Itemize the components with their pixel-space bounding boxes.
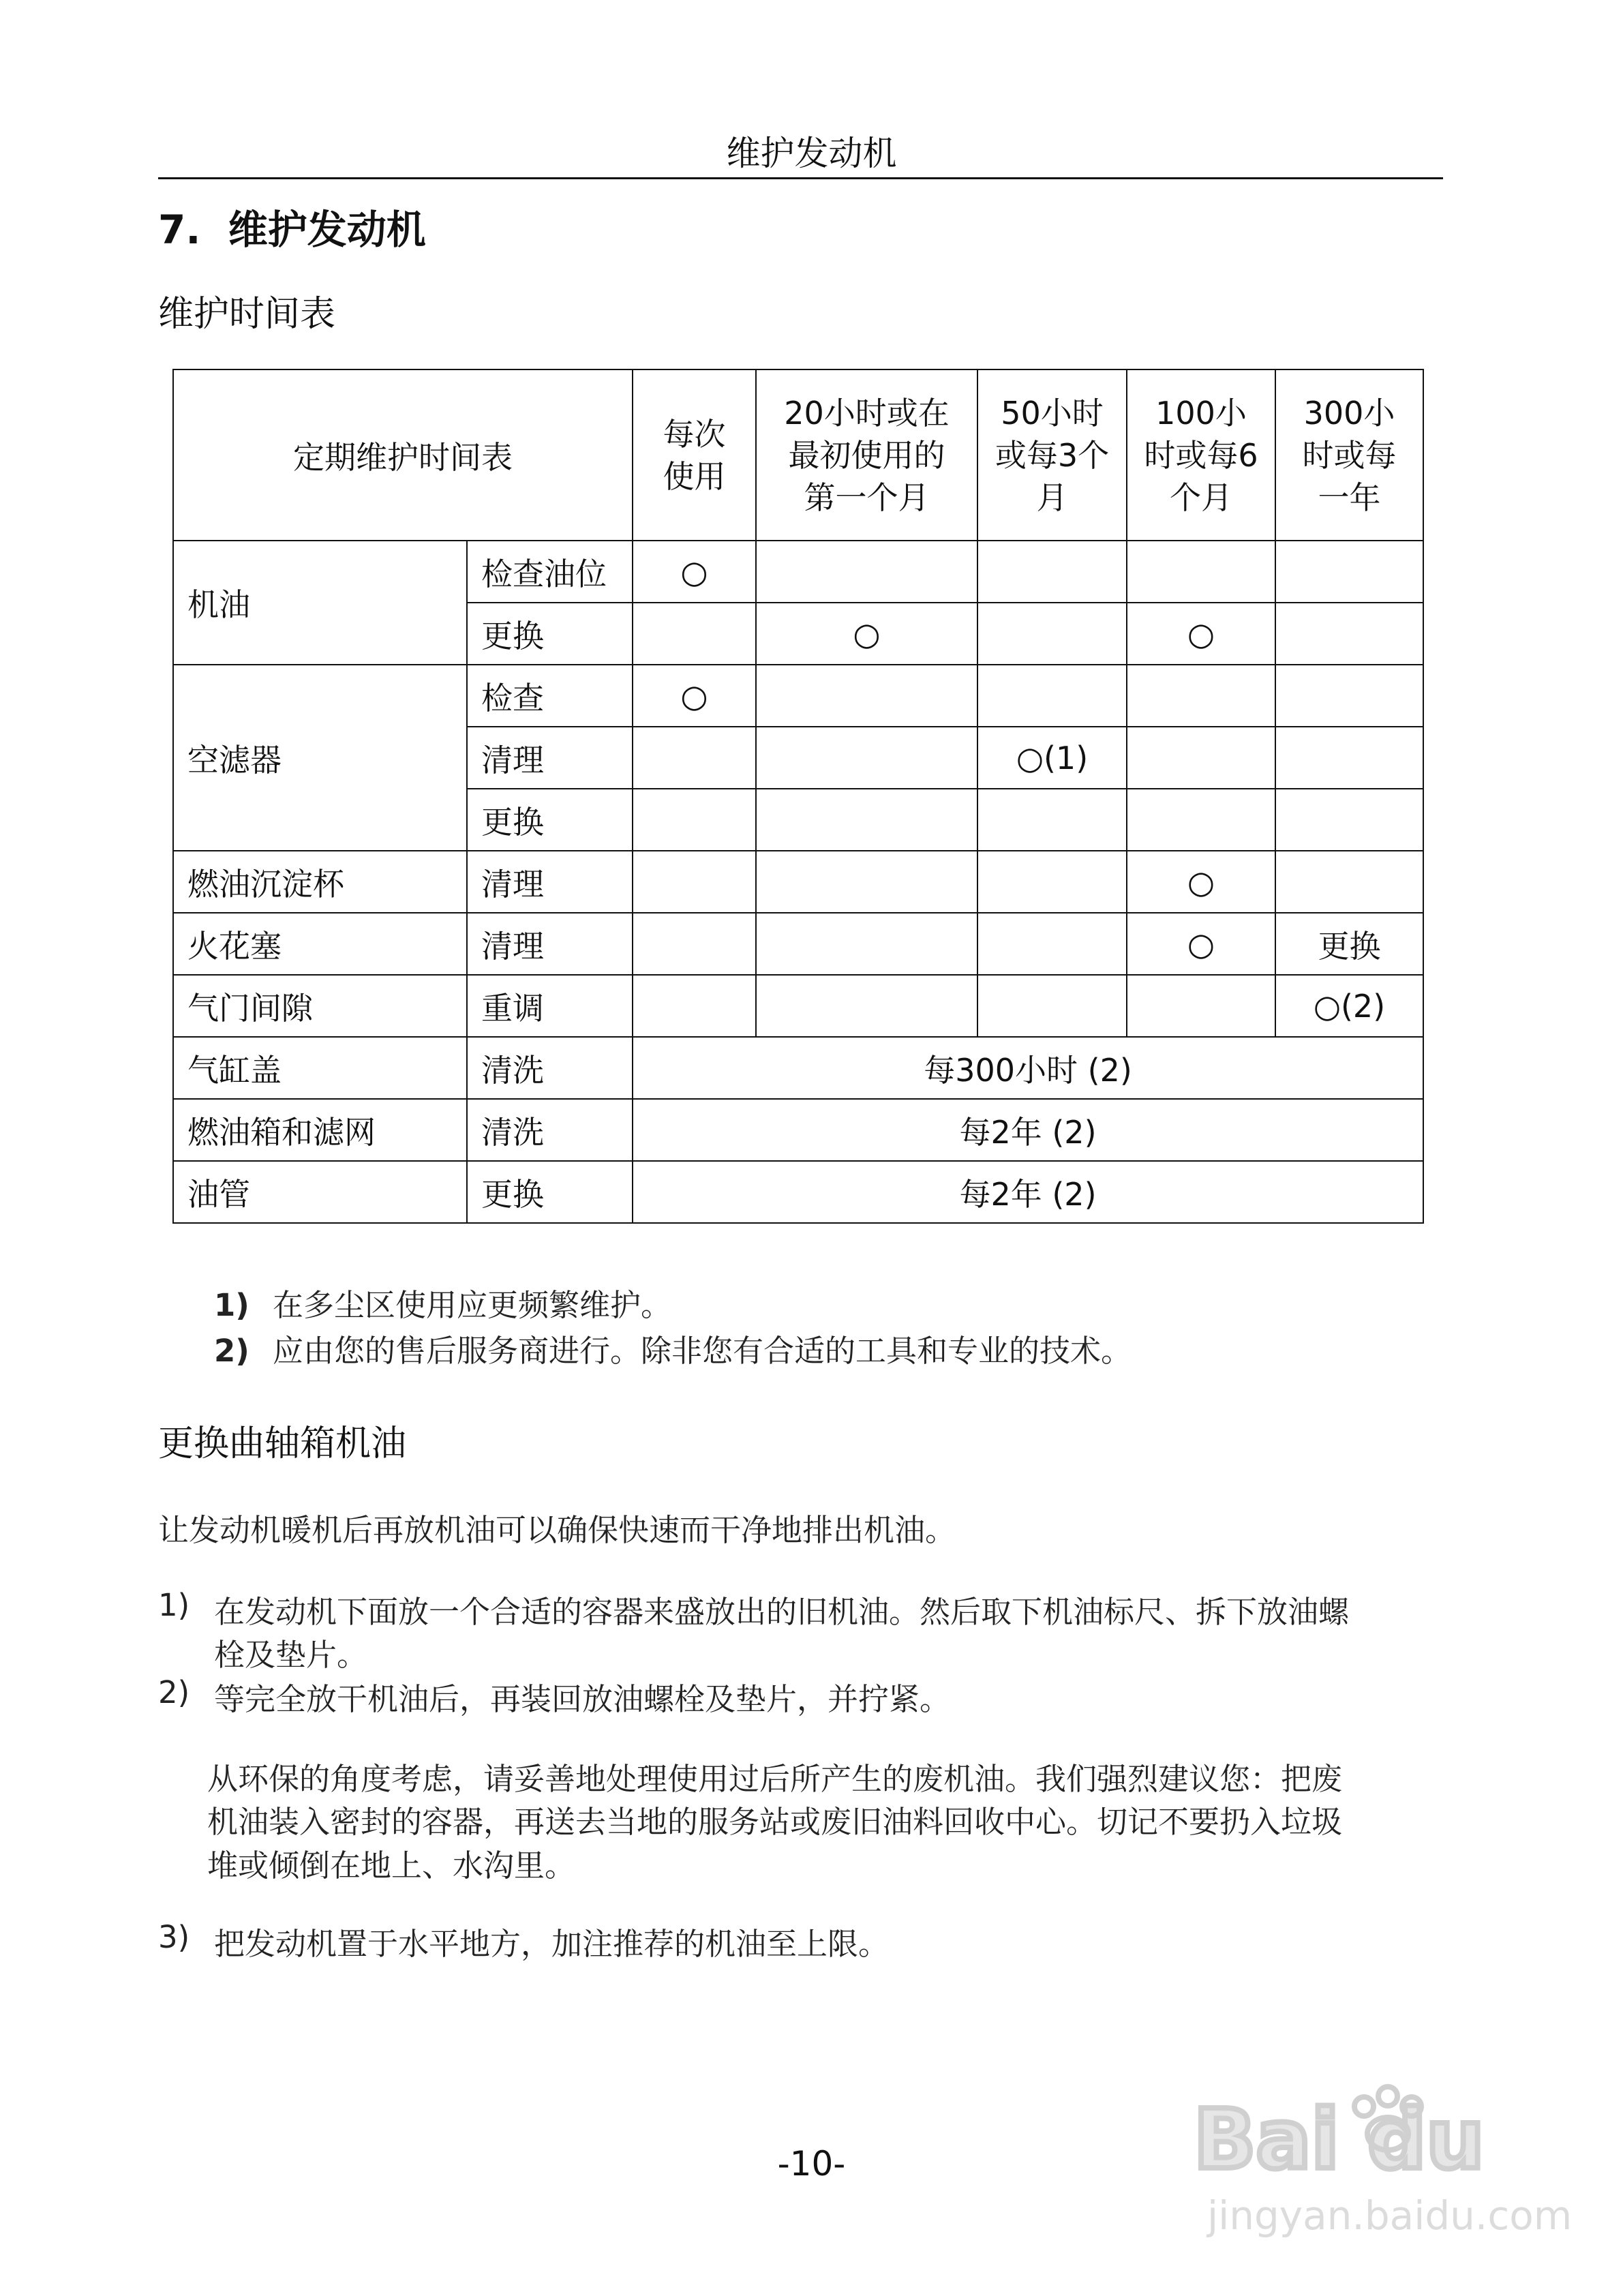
interval-span-cell: 每300小时 (2) bbox=[633, 1037, 1423, 1099]
svg-text:jingyan.baidu.com: jingyan.baidu.com bbox=[1207, 2192, 1573, 2239]
step-1-number: 1) bbox=[158, 1587, 190, 1623]
action-cell: 更换 bbox=[467, 789, 633, 851]
column-header: 50小时 或每3个 月 bbox=[977, 369, 1127, 541]
action-cell: 更换 bbox=[467, 603, 633, 665]
schedule-mark-cell bbox=[1127, 975, 1275, 1037]
schedule-mark-cell bbox=[1127, 665, 1275, 727]
step-2-number: 2) bbox=[158, 1674, 190, 1710]
schedule-mark-cell: ○ bbox=[1127, 913, 1275, 975]
step-3-text: 把发动机置于水平地方，加注推荐的机油至上限。 bbox=[214, 1926, 890, 1962]
schedule-mark-cell: ○ bbox=[756, 603, 977, 665]
schedule-mark-cell bbox=[977, 851, 1127, 913]
schedule-mark-cell bbox=[977, 975, 1127, 1037]
schedule-mark-cell bbox=[977, 913, 1127, 975]
svg-text:Bai du: Bai du bbox=[1194, 2093, 1485, 2188]
interval-span-cell: 每2年 (2) bbox=[633, 1099, 1423, 1161]
schedule-mark-cell bbox=[1275, 727, 1423, 789]
action-cell: 清理 bbox=[467, 851, 633, 913]
schedule-mark-cell bbox=[633, 913, 756, 975]
step-1-text-cont: 栓及垫片。 bbox=[214, 1637, 368, 1673]
item-cell: 燃油沉淀杯 bbox=[173, 851, 467, 913]
table-row bbox=[173, 1099, 1423, 1161]
action-cell: 清洗 bbox=[467, 1037, 633, 1099]
schedule-mark-cell bbox=[977, 665, 1127, 727]
item-cell: 气门间隙 bbox=[173, 975, 467, 1037]
schedule-mark-cell bbox=[1127, 541, 1275, 603]
action-cell: 清理 bbox=[467, 913, 633, 975]
action-cell: 重调 bbox=[467, 975, 633, 1037]
column-header: 20小时或在 最初使用的 第一个月 bbox=[756, 369, 977, 541]
table-row bbox=[173, 851, 1423, 913]
column-header: 100小 时或每6 个月 bbox=[1127, 369, 1275, 541]
item-cell: 油管 bbox=[173, 1161, 467, 1223]
running-header: 维护发动机 bbox=[726, 134, 897, 173]
schedule-mark-cell bbox=[977, 541, 1127, 603]
schedule-mark-cell bbox=[756, 541, 977, 603]
schedule-mark-cell: ○(1) bbox=[977, 727, 1127, 789]
table-row bbox=[173, 665, 1423, 727]
section-title bbox=[158, 198, 426, 255]
action-cell: 清理 bbox=[467, 727, 633, 789]
schedule-mark-cell bbox=[977, 789, 1127, 851]
environment-note-line3: 堆或倾倒在地上、水沟里。 bbox=[207, 1847, 576, 1884]
interval-span-cell: 每2年 (2) bbox=[633, 1161, 1423, 1223]
schedule-mark-cell bbox=[1275, 603, 1423, 665]
schedule-mark-cell bbox=[756, 789, 977, 851]
step-2-text: 等完全放干机油后，再装回放油螺栓及垫片，并拧紧。 bbox=[214, 1681, 951, 1717]
schedule-heading: 维护时间表 bbox=[158, 294, 336, 335]
column-header: 300小 时或每 一年 bbox=[1275, 369, 1423, 541]
schedule-mark-cell bbox=[1275, 541, 1423, 603]
maintenance-schedule-table bbox=[172, 369, 1424, 1224]
schedule-mark-cell bbox=[1127, 789, 1275, 851]
header-rule bbox=[158, 177, 1443, 179]
note-1: 1) 在多尘区使用应更频繁维护。 bbox=[214, 1287, 672, 1323]
item-cell: 机油 bbox=[173, 541, 467, 665]
table-corner-header: 定期维护时间表 bbox=[173, 369, 633, 541]
action-cell: 检查油位 bbox=[467, 541, 633, 603]
oil-intro: 让发动机暖机后再放机油可以确保快速而干净地排出机油。 bbox=[158, 1512, 956, 1548]
item-cell: 火花塞 bbox=[173, 913, 467, 975]
environment-note-line2: 机油装入密封的容器，再送去当地的服务站或废旧油料回收中心。切记不要扔入垃圾 bbox=[207, 1804, 1343, 1840]
schedule-mark-cell bbox=[756, 727, 977, 789]
environment-note-line1: 从环保的角度考虑，请妥善地处理使用过后所产生的废机油。我们强烈建议您：把废 bbox=[207, 1761, 1343, 1797]
schedule-mark-cell bbox=[756, 975, 977, 1037]
table-row bbox=[173, 1037, 1423, 1099]
item-cell: 燃油箱和滤网 bbox=[173, 1099, 467, 1161]
action-cell: 清洗 bbox=[467, 1099, 633, 1161]
schedule-mark-cell bbox=[1127, 727, 1275, 789]
baidu-paw-logo-icon bbox=[1194, 2066, 1573, 2243]
schedule-mark-cell bbox=[756, 913, 977, 975]
table-row bbox=[173, 975, 1423, 1037]
item-cell: 气缸盖 bbox=[173, 1037, 467, 1099]
page-number: -10- bbox=[777, 2144, 846, 2184]
schedule-mark-cell bbox=[1275, 665, 1423, 727]
schedule-mark-cell bbox=[977, 603, 1127, 665]
section-title-text: 维护发动机 bbox=[228, 207, 426, 253]
schedule-mark-cell bbox=[633, 851, 756, 913]
schedule-mark-cell bbox=[756, 665, 977, 727]
baidu-watermark bbox=[1194, 2066, 1573, 2243]
table-row bbox=[173, 913, 1423, 975]
table-row bbox=[173, 1161, 1423, 1223]
action-cell: 更换 bbox=[467, 1161, 633, 1223]
section-number: 7. bbox=[158, 207, 201, 253]
schedule-mark-cell: ○(2) bbox=[1275, 975, 1423, 1037]
schedule-mark-cell bbox=[1275, 789, 1423, 851]
step-3-number: 3) bbox=[158, 1919, 190, 1955]
schedule-mark-cell bbox=[633, 727, 756, 789]
schedule-mark-cell: ○ bbox=[633, 541, 756, 603]
action-cell: 检查 bbox=[467, 665, 633, 727]
schedule-mark-cell: ○ bbox=[1127, 603, 1275, 665]
table-row bbox=[173, 541, 1423, 603]
step-1-text: 在发动机下面放一个合适的容器来盛放出的旧机油。然后取下机油标尺、拆下放油螺 bbox=[214, 1594, 1350, 1630]
schedule-mark-cell bbox=[633, 975, 756, 1037]
column-header: 每次 使用 bbox=[633, 369, 756, 541]
schedule-mark-cell: ○ bbox=[633, 665, 756, 727]
schedule-mark-cell bbox=[1275, 851, 1423, 913]
schedule-mark-cell: 更换 bbox=[1275, 913, 1423, 975]
schedule-mark-cell bbox=[633, 789, 756, 851]
oil-change-heading: 更换曲轴箱机油 bbox=[158, 1423, 407, 1464]
schedule-mark-cell bbox=[633, 603, 756, 665]
schedule-mark-cell: ○ bbox=[1127, 851, 1275, 913]
schedule-mark-cell bbox=[756, 851, 977, 913]
item-cell: 空滤器 bbox=[173, 665, 467, 851]
note-2: 2) 应由您的售后服务商进行。除非您有合适的工具和专业的技术。 bbox=[214, 1333, 1132, 1369]
